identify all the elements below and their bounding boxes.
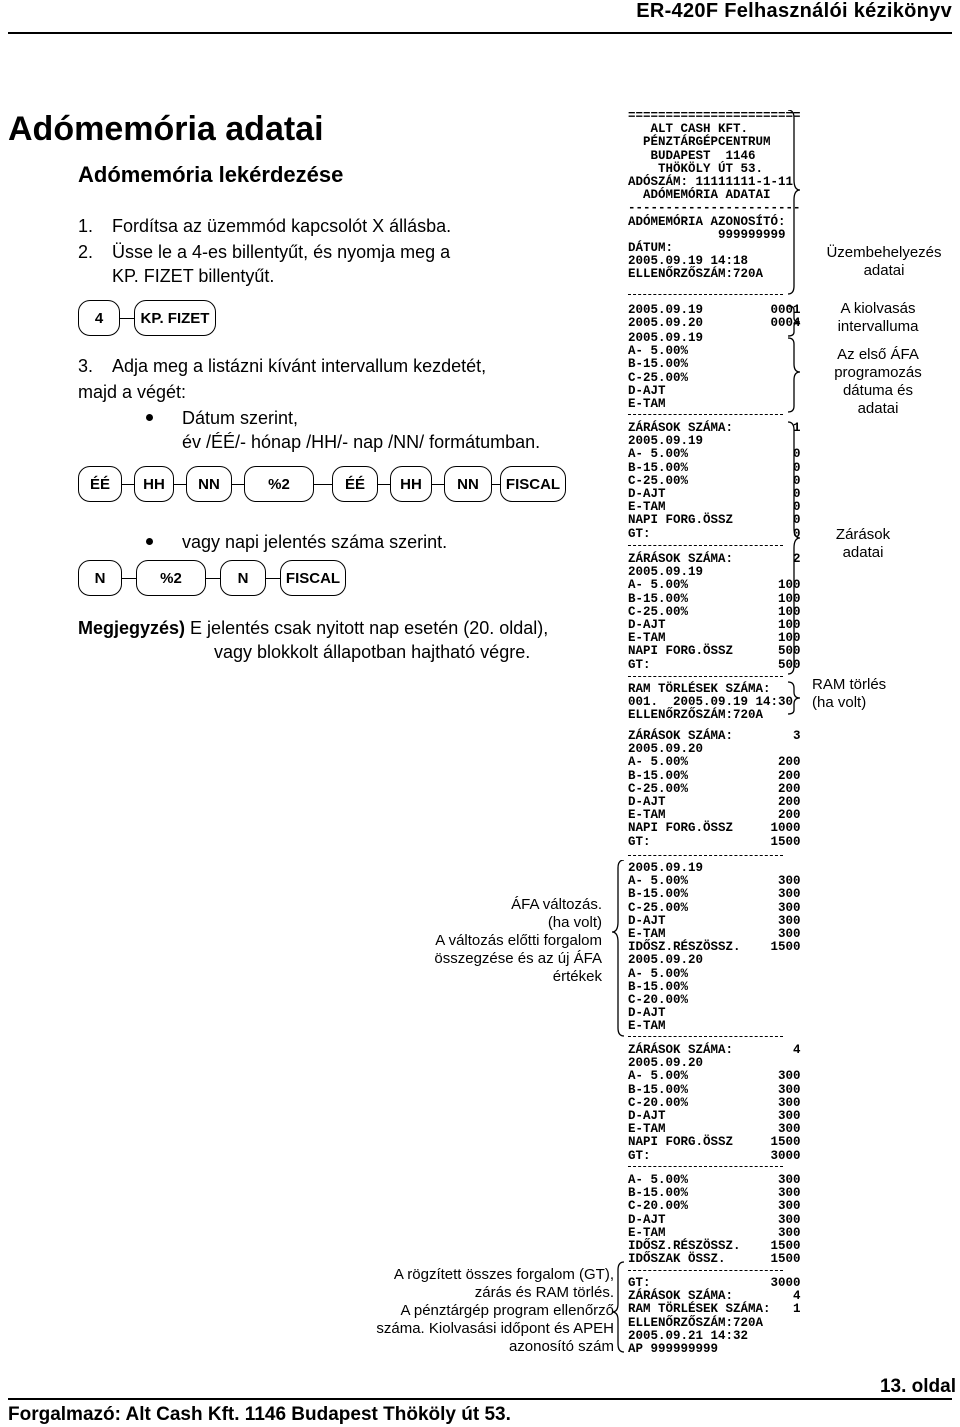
key-fiscal: FISCAL bbox=[280, 560, 346, 596]
receipt-separator bbox=[628, 1270, 783, 1271]
brace-set bbox=[786, 110, 806, 1370]
step-2-line1: Üsse le a 4-es billentyűt, és nyomja meg a bbox=[112, 242, 451, 262]
key-year: ÉÉ bbox=[332, 466, 378, 502]
key-connector bbox=[206, 578, 220, 579]
annotation-gt: A rögzített összes forgalom (GT), zárás és RAM törlés. A pénztárgép program ellenőrző száma. Kiolvasási időpont és APEH azonosító szám bbox=[376, 1266, 614, 1355]
key-connector bbox=[314, 484, 332, 485]
section-title: Adómemória adatai bbox=[8, 110, 324, 148]
receipt-separator bbox=[628, 855, 783, 856]
annotation-ram: RAM törlés (ha volt) bbox=[812, 676, 887, 711]
key-year: ÉÉ bbox=[78, 466, 122, 502]
note-line2: vagy blokkolt állapotban hajtható végre. bbox=[214, 642, 531, 662]
receipt-ram: RAM TÖRLÉSEK SZÁMA: 001. 2005.09.19 14:30 ELLENŐRZŐSZÁM:720A bbox=[628, 682, 794, 723]
header-divider bbox=[8, 32, 952, 34]
receipt-separator bbox=[628, 676, 783, 677]
brace-interval bbox=[788, 306, 800, 336]
receipt-close-3: ZÁRÁSOK SZÁMA: 3 2005.09.20 A- 5.00% 200 B-15.00% 200 C-25.00% 200 D-AJT 200 E-TAM 200 NAPI FORG.ÖSSZ 1000 GT: 1500 bbox=[628, 729, 801, 849]
footer-distributor: Forgalmazó: Alt Cash Kft. 1146 Budapest Thököly út 53. bbox=[8, 1404, 511, 1425]
key-percent2: %2 bbox=[244, 466, 314, 502]
key-4: 4 bbox=[78, 300, 120, 336]
page-number: 13. oldal bbox=[879, 1376, 956, 1397]
key-connector bbox=[122, 484, 134, 485]
bullet-1-line1: Dátum szerint, bbox=[182, 408, 299, 428]
key-fiscal: FISCAL bbox=[500, 466, 566, 502]
section-subtitle: Adómemória lekérdezése bbox=[78, 162, 344, 187]
step-3-line2: majd a végét: bbox=[78, 382, 187, 402]
key-connector bbox=[266, 578, 280, 579]
receipt-first-vat: 2005.09.19 A- 5.00% B-15.00% C-25.00% D-AJT E-TAM bbox=[628, 331, 704, 412]
receipt-interval: 2005.09.19 0001 2005.09.20 0004 bbox=[628, 303, 801, 331]
key-connector bbox=[122, 578, 136, 579]
key-connector bbox=[432, 484, 444, 485]
key-connector bbox=[120, 318, 134, 319]
key-month: HH bbox=[390, 466, 432, 502]
note-text: E jelentés csak nyitott nap esetén (20. oldal), bbox=[185, 618, 549, 638]
receipt-vat-change: 2005.09.19 A- 5.00% 300 B-15.00% 300 C-25.00% 300 D-AJT 300 E-TAM 300 IDŐSZ.RÉSZÖSSZ. 1500 2005.09.20 A- 5.00% B-15.00% C-20.00% D-AJT E-TAM bbox=[628, 861, 801, 1034]
annotation-first-vat: Az első ÁFA programozás dátuma és adatai bbox=[834, 346, 922, 417]
brace-install bbox=[788, 110, 800, 294]
brace-vat-change bbox=[612, 860, 624, 1036]
key-connector bbox=[378, 484, 390, 485]
step-1-number: 1. bbox=[78, 216, 94, 236]
receipt-final-summary: GT: 3000 ZÁRÁSOK SZÁMA: 4 RAM TÖRLÉSEK SZÁMA: 1 ELLENŐRZŐSZÁM:720A 2005.09.21 14:32 bbox=[628, 1276, 801, 1343]
receipt-head: ======================= ALT CASH KFT. PÉNZTÁRGÉPCENTRUM BUDAPEST 1146 THÖKÖLY ÚT 53. ADÓSZÁM: 11111111-1-11 ADÓMEMÓRIA ADATAI ----------------------- ADÓMEMÓRIA AZONOSÍTÓ: 999999999 DÁTUM: 2005.09.19 14:18 ELLENŐRZŐSZÁM:720A bbox=[628, 109, 801, 282]
note-line1 bbox=[78, 616, 548, 640]
bullet-2-text: vagy napi jelentés száma szerint. bbox=[182, 532, 448, 552]
brace-ram bbox=[788, 682, 800, 714]
bullet-dot bbox=[146, 538, 153, 545]
key-connector bbox=[492, 484, 500, 485]
brace-closes bbox=[788, 422, 800, 674]
key-connector bbox=[232, 484, 244, 485]
note-label: Megjegyzés) bbox=[78, 618, 186, 638]
step-2-line2: KP. FIZET billentyűt. bbox=[112, 266, 275, 286]
key-kp-fizet: KP. FIZET bbox=[134, 300, 216, 336]
key-day: NN bbox=[444, 466, 492, 502]
header-title: ER-420F Felhasználói kézikönyv bbox=[636, 0, 952, 22]
annotation-closes: Zárások adatai bbox=[835, 526, 891, 561]
step-2-number: 2. bbox=[78, 242, 94, 262]
receipt-separator bbox=[628, 414, 783, 415]
footer-divider bbox=[8, 1398, 952, 1400]
step-1-text: Fordítsa az üzemmód kapcsolót X állásba. bbox=[112, 216, 452, 236]
step-3-number: 3. bbox=[78, 356, 94, 376]
annotation-install: Üzembehelyezés adatai bbox=[826, 244, 942, 279]
key-day: NN bbox=[186, 466, 232, 502]
annotation-interval: A kiolvasás intervalluma bbox=[837, 300, 919, 335]
annotation-vat-change: ÁFA változás. (ha volt) A változás előtti forgalom összegzése és az új ÁFA értékek bbox=[434, 896, 602, 985]
receipt-separator bbox=[628, 294, 783, 295]
key-n: N bbox=[78, 560, 122, 596]
bullet-1-line2: év /ÉÉ/- hónap /HH/- nap /NN/ formátumban. bbox=[182, 432, 541, 452]
receipt-separator bbox=[628, 545, 783, 546]
receipt-close-1: ZÁRÁSOK SZÁMA: 1 2005.09.19 A- 5.00% 0 B-15.00% 0 C-25.00% 0 D-AJT 0 E-TAM 0 NAPI FORG.ÖSSZ 0 GT: 0 bbox=[628, 421, 801, 541]
key-month: HH bbox=[134, 466, 174, 502]
step-3-line1: Adja meg a listázni kívánt intervallum kezdetét, bbox=[112, 356, 487, 376]
key-percent2: %2 bbox=[136, 560, 206, 596]
receipt-ap-id: AP 999999999 bbox=[628, 1342, 719, 1356]
key-connector bbox=[174, 484, 186, 485]
receipt-separator bbox=[628, 1036, 783, 1037]
receipt-separator bbox=[628, 1166, 783, 1167]
receipt-close-2: ZÁRÁSOK SZÁMA: 2 2005.09.19 A- 5.00% 100 B-15.00% 100 C-25.00% 100 D-AJT 100 E-TAM 100 NAPI FORG.ÖSSZ 500 GT: 500 bbox=[628, 552, 801, 672]
brace-first-vat bbox=[788, 338, 800, 412]
bullet-dot bbox=[146, 414, 153, 421]
receipt-close-4: ZÁRÁSOK SZÁMA: 4 2005.09.20 A- 5.00% 300 B-15.00% 300 C-20.00% 300 D-AJT 300 E-TAM 300 NAPI FORG.ÖSSZ 1500 GT: 3000 bbox=[628, 1043, 801, 1163]
key-n: N bbox=[220, 560, 266, 596]
receipt-final-totals: A- 5.00% 300 B-15.00% 300 C-20.00% 300 D-AJT 300 E-TAM 300 IDŐSZ.RÉSZÖSSZ. 1500 IDŐSZAK ÖSSZ. 1500 bbox=[628, 1173, 801, 1267]
